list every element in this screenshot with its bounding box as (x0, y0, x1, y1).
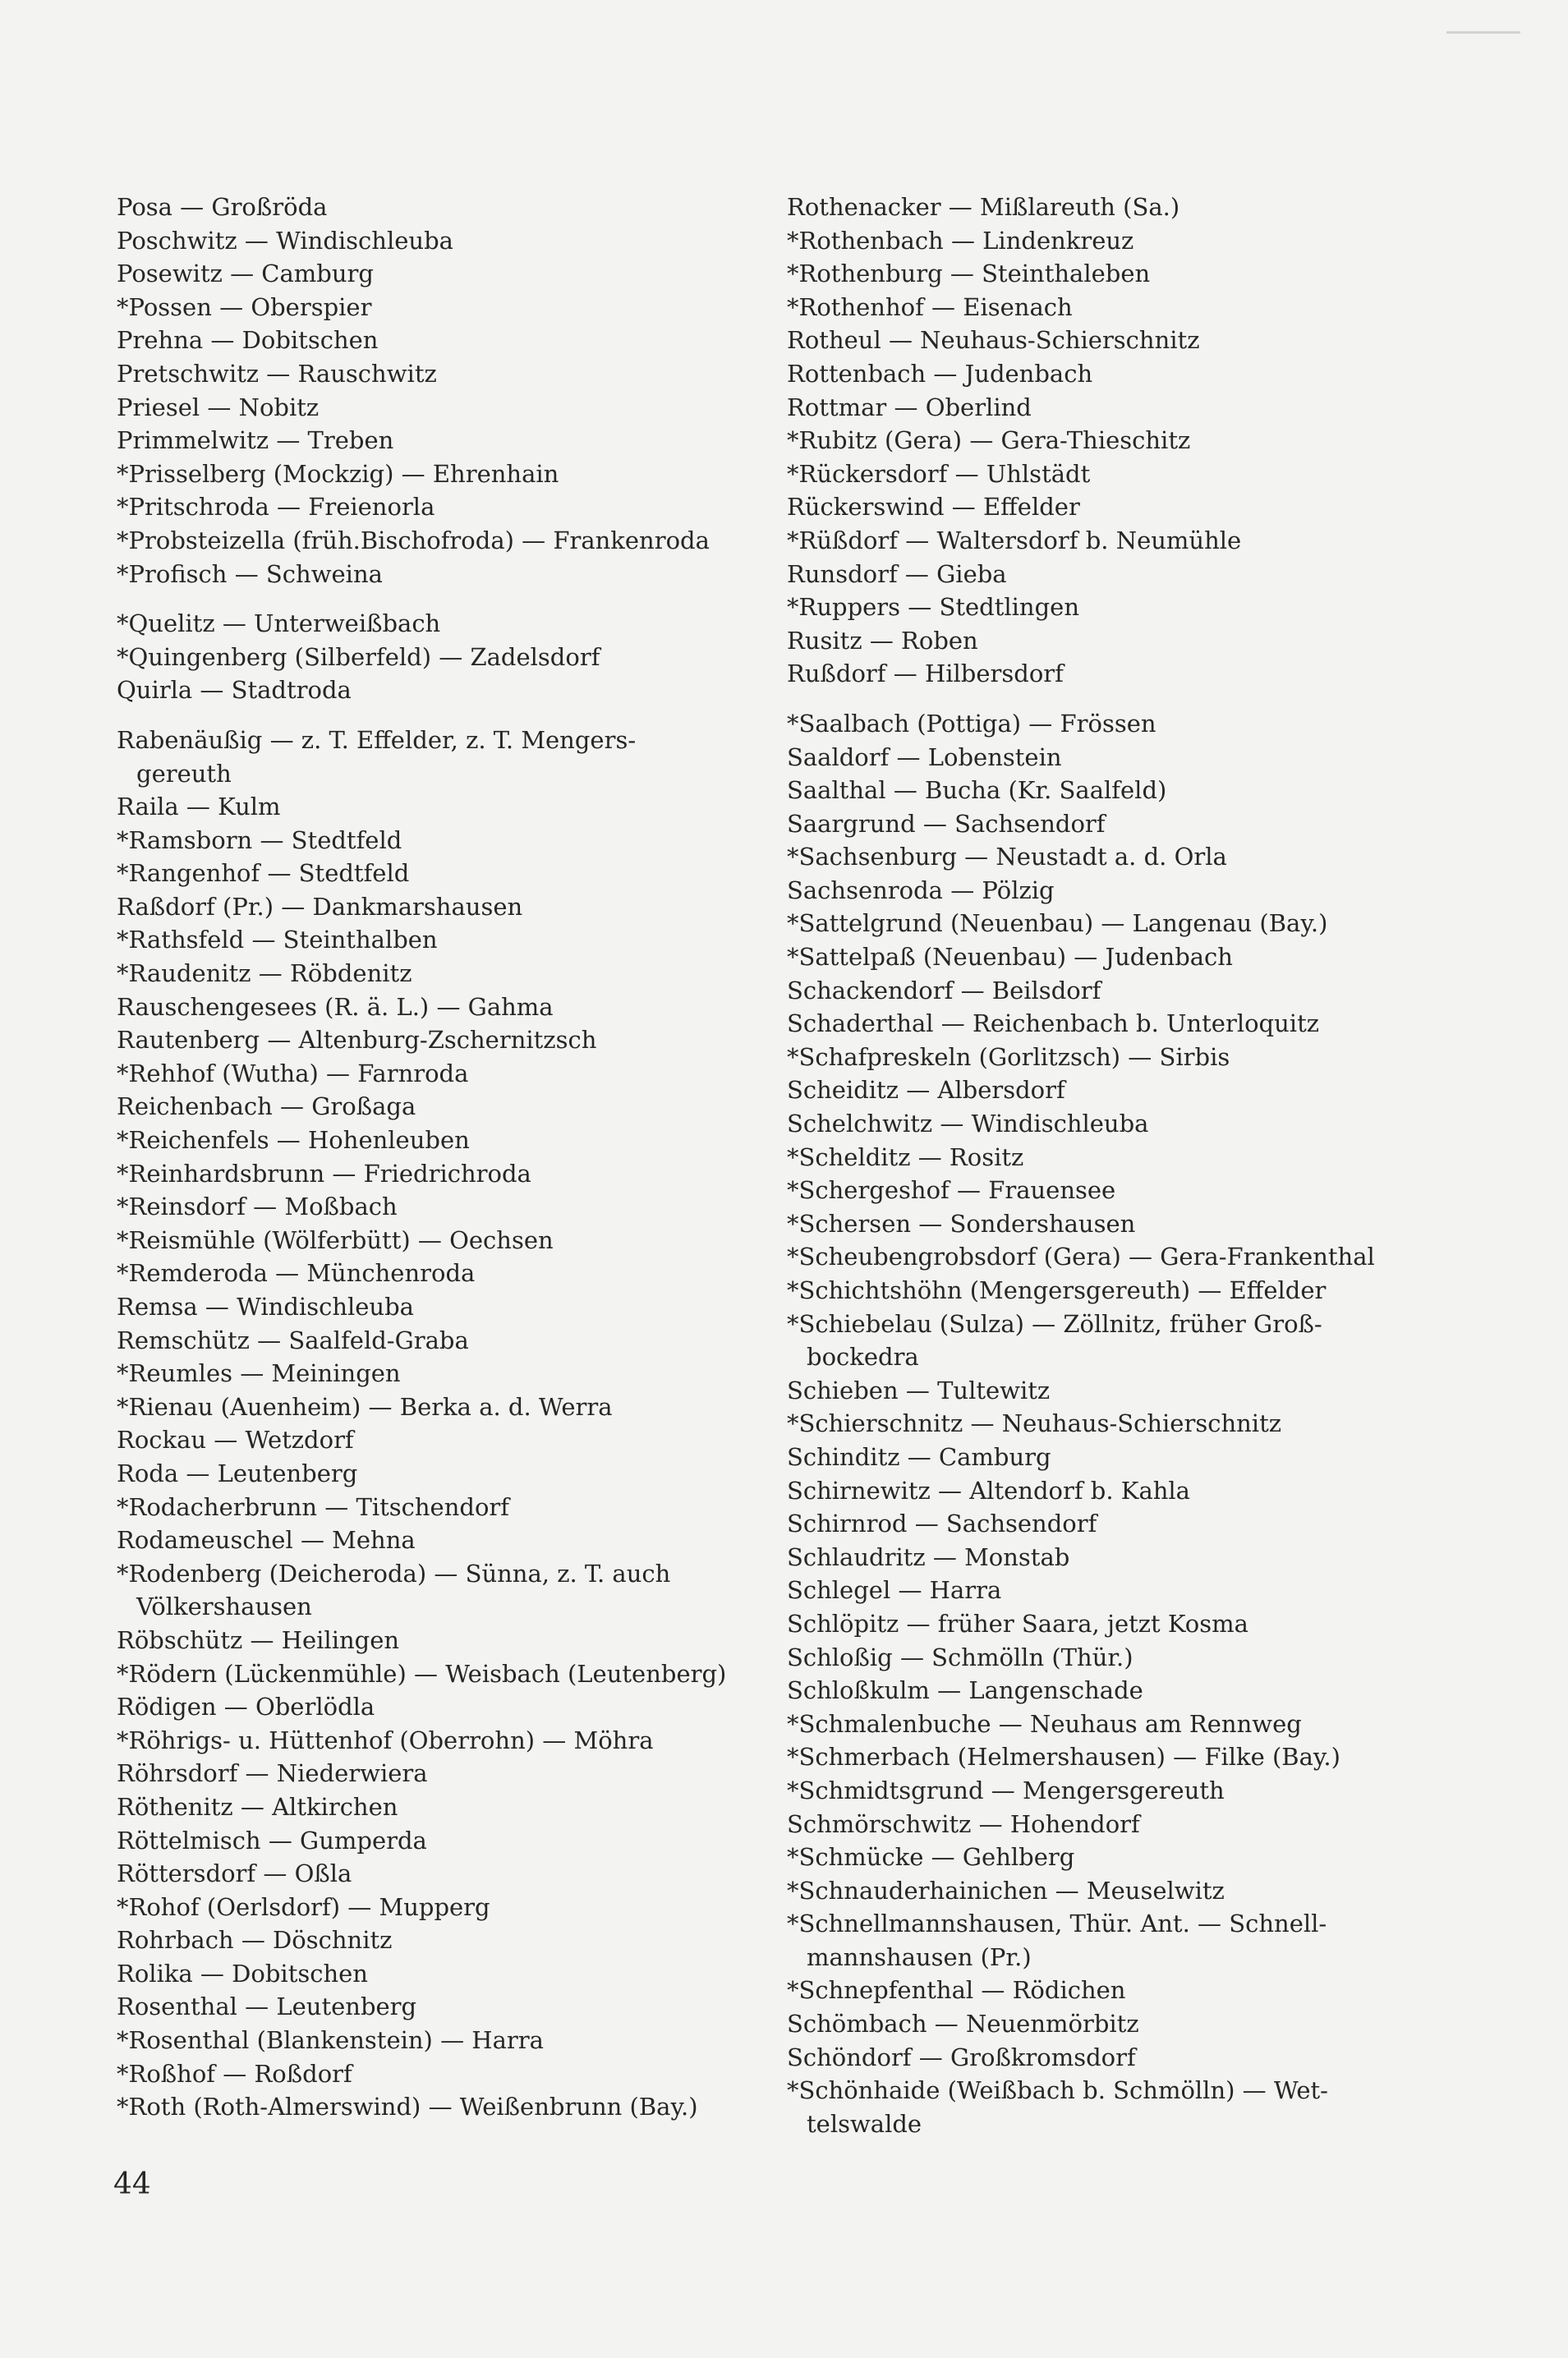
place-entry-continuation: telswalde (807, 2109, 922, 2138)
place-entry: *Reismühle (Wölferbütt) — Oechsen (117, 1225, 554, 1254)
place-entry: *Schafpreskeln (Gorlitzsch) — Sirbis (787, 1042, 1230, 1071)
place-entry: *Rückersdorf — Uhlstädt (787, 459, 1091, 488)
place-entry: Rolika — Dobitschen (117, 1959, 368, 1988)
place-entry: Röttersdorf — Oßla (117, 1859, 352, 1888)
place-entry: Scheiditz — Albersdorf (787, 1076, 1065, 1105)
place-entry: *Schelditz — Rositz (787, 1142, 1024, 1171)
place-entry: *Sachsenburg — Neustadt a. d. Orla (787, 843, 1227, 871)
place-entry: Raila — Kulm (117, 793, 281, 821)
place-entry: Rosenthal — Leutenberg (117, 1993, 417, 2021)
place-entry: Rodameuschel — Mehna (117, 1526, 416, 1555)
place-entry: Rotheul — Neuhaus-Schierschnitz (787, 326, 1200, 355)
place-entry: Schlegel — Harra (787, 1576, 1002, 1605)
place-entry: Rauschengesees (R. ä. L.) — Gahma (117, 992, 554, 1021)
place-entry: *Sattelgrund (Neuenbau) — Langenau (Bay.) (787, 909, 1328, 938)
place-entry: *Schergeshof — Frauensee (787, 1176, 1116, 1205)
place-entry: *Raudenitz — Röbdenitz (117, 959, 412, 988)
place-entry: Rottmar — Oberlind (787, 393, 1032, 421)
place-entry: Saargrund — Sachsendorf (787, 809, 1106, 838)
place-entry: Quirla — Stadtroda (117, 676, 352, 705)
place-entry: *Roßhof — Roßdorf (117, 2059, 352, 2088)
place-entry: *Rienau (Auenheim) — Berka a. d. Werra (117, 1392, 613, 1421)
place-entry: *Schiebelau (Sulza) — Zöllnitz, früher Groß- (787, 1309, 1322, 1338)
place-entry: *Reinhardsbrunn — Friedrichroda (117, 1159, 531, 1188)
place-entry: Schloßig — Schmölln (Thür.) (787, 1643, 1133, 1671)
place-entry: Rottenbach — Judenbach (787, 359, 1093, 388)
place-entry: Posewitz — Camburg (117, 260, 374, 288)
place-entry: Rusitz — Roben (787, 626, 978, 655)
place-entry: *Quingenberg (Silberfeld) — Zadelsdorf (117, 642, 600, 671)
place-entry: *Possen — Oberspier (117, 292, 372, 321)
place-entry: *Schierschnitz — Neuhaus-Schierschnitz (787, 1409, 1282, 1438)
place-entry: Röhrsdorf — Niederwiera (117, 1759, 428, 1788)
place-entry: Rautenberg — Altenburg-Zschernitzsch (117, 1026, 597, 1055)
place-entry: *Rosenthal (Blankenstein) — Harra (117, 2026, 544, 2055)
place-entry: *Rohof (Oerlsdorf) — Mupperg (117, 1892, 490, 1921)
place-entry: *Rodacherbrunn — Titschendorf (117, 1492, 510, 1521)
place-entry: Raßdorf (Pr.) — Dankmarshausen (117, 892, 523, 921)
place-entry: Posa — Großröda (117, 193, 328, 221)
place-entry: Röbschütz — Heilingen (117, 1625, 400, 1654)
place-entry: *Remderoda — Münchenroda (117, 1259, 476, 1288)
place-entry: Rohrbach — Döschnitz (117, 1926, 393, 1955)
place-entry: Prehna — Dobitschen (117, 326, 379, 355)
place-entry: *Rathsfeld — Steinthalben (117, 926, 438, 954)
place-entry: Schömbach — Neuenmörbitz (787, 2010, 1139, 2039)
place-entry: Roda — Leutenberg (117, 1459, 358, 1487)
place-entry: *Profisch — Schweina (117, 559, 383, 588)
place-entry: Schackendorf — Beilsdorf (787, 976, 1101, 1004)
place-entry: Schirnewitz — Altendorf b. Kahla (787, 1476, 1190, 1505)
place-entry: *Saalbach (Pottiga) — Frössen (787, 709, 1156, 738)
place-entry: *Schönhaide (Weißbach b. Schmölln) — Wet- (787, 2076, 1328, 2105)
place-entry: Saalthal — Bucha (Kr. Saalfeld) (787, 776, 1167, 805)
place-entry: Schlöpitz — früher Saara, jetzt Kosma (787, 1609, 1248, 1638)
place-entry: *Rothenhof — Eisenach (787, 292, 1073, 321)
place-entry: *Probsteizella (früh.Bischofroda) — Frankenroda (117, 526, 710, 554)
place-entry: Schaderthal — Reichenbach b. Unterloquitz (787, 1009, 1319, 1038)
place-entry: *Schichtshöhn (Mengersgereuth) — Effelder (787, 1276, 1327, 1304)
place-entry: Sachsenroda — Pölzig (787, 876, 1055, 904)
place-entry: *Ramsborn — Stedtfeld (117, 825, 402, 854)
page-number: 44 (113, 2167, 151, 2201)
place-entry: *Scheubengrobsdorf (Gera) — Gera-Frankenthal (787, 1243, 1375, 1271)
place-entry: *Rehhof (Wutha) — Farnroda (117, 1059, 469, 1087)
place-entry: Rabenäußig — z. T. Effelder, z. T. Mengers- (117, 725, 637, 754)
place-entry: Priesel — Nobitz (117, 393, 320, 421)
place-entry: Röttelmisch — Gumperda (117, 1826, 427, 1855)
place-entry: Schmörschwitz — Hohendorf (787, 1809, 1140, 1838)
place-entry: *Schmerbach (Helmershausen) — Filke (Bay.) (787, 1743, 1340, 1772)
place-entry: *Ruppers — Stedtlingen (787, 593, 1080, 622)
place-entry-continuation: Völkershausen (136, 1593, 312, 1621)
place-entry: *Schnauderhainichen — Meuselwitz (787, 1876, 1225, 1905)
place-entry: Rußdorf — Hilbersdorf (787, 660, 1064, 688)
place-entry: Primmelwitz — Treben (117, 426, 394, 455)
place-entry: Rückerswind — Effelder (787, 493, 1080, 522)
place-entry: *Reichenfels — Hohenleuben (117, 1126, 470, 1155)
place-entry: Schöndorf — Großkromsdorf (787, 2043, 1136, 2071)
place-entry: Schloßkulm — Langenschade (787, 1676, 1143, 1705)
place-entry: *Rothenburg — Steinthaleben (787, 260, 1151, 288)
place-entry: *Rubitz (Gera) — Gera-Thieschitz (787, 426, 1191, 455)
place-entry: *Röhrigs- u. Hüttenhof (Oberrohn) — Möhra (117, 1726, 654, 1754)
place-entry: *Schmalenbuche — Neuhaus am Rennweg (787, 1709, 1302, 1738)
place-entry: *Sattelpaß (Neuenbau) — Judenbach (787, 943, 1233, 972)
place-entry: Poschwitz — Windischleuba (117, 226, 453, 255)
right-column (787, 191, 1485, 2140)
place-entry: *Rüßdorf — Waltersdorf b. Neumühle (787, 526, 1242, 554)
place-entry: *Prisselberg (Mockzig) — Ehrenhain (117, 459, 559, 488)
place-entry: Schlaudritz — Monstab (787, 1542, 1070, 1571)
place-entry: Schelchwitz — Windischleuba (787, 1110, 1149, 1138)
place-entry: Rothenacker — Mißlareuth (Sa.) (787, 193, 1180, 221)
place-entry: *Rodenberg (Deicheroda) — Sünna, z. T. auch (117, 1559, 671, 1588)
place-entry: Schieben — Tultewitz (787, 1376, 1051, 1404)
place-entry-continuation: mannshausen (Pr.) (807, 1942, 1032, 1971)
place-entry: *Schmücke — Gehlberg (787, 1843, 1075, 1872)
place-entry: Pretschwitz — Rauschwitz (117, 359, 437, 388)
place-entry: Rödigen — Oberlödla (117, 1693, 375, 1721)
place-entry: *Schersen — Sondershausen (787, 1209, 1136, 1238)
place-entry: Röthenitz — Altkirchen (117, 1792, 398, 1821)
place-entry: *Schnellmannshausen, Thür. Ant. — Schnell- (787, 1910, 1327, 1938)
place-entry: Runsdorf — Gieba (787, 559, 1007, 588)
place-entry: Schirnrod — Sachsendorf (787, 1510, 1097, 1538)
place-entry: *Reumles — Meiningen (117, 1359, 401, 1388)
place-entry: *Rothenbach — Lindenkreuz (787, 226, 1134, 255)
place-entry: Remsa — Windischleuba (117, 1293, 414, 1321)
place-entry: Schinditz — Camburg (787, 1442, 1051, 1471)
place-entry-continuation: gereuth (136, 759, 232, 788)
place-entry: Reichenbach — Großaga (117, 1092, 416, 1121)
scan-edge-mark (1446, 31, 1520, 34)
place-entry: *Schmidtsgrund — Mengersgereuth (787, 1776, 1225, 1804)
place-entry: Rockau — Wetzdorf (117, 1426, 354, 1455)
place-entry: Remschütz — Saalfeld-Graba (117, 1326, 469, 1354)
place-entry: *Roth (Roth-Almerswind) — Weißenbrunn (Bay.) (117, 2093, 698, 2121)
place-entry: *Pritschroda — Freienorla (117, 493, 435, 522)
place-entry: *Reinsdorf — Moßbach (117, 1193, 398, 1221)
place-entry: *Rangenhof — Stedtfeld (117, 859, 410, 888)
place-entry-continuation: bockedra (807, 1343, 919, 1372)
left-column (117, 191, 766, 2124)
place-entry: *Rödern (Lückenmühle) — Weisbach (Leutenberg) (117, 1659, 727, 1688)
place-entry: Saaldorf — Lobenstein (787, 742, 1062, 771)
place-entry: *Quelitz — Unterweißbach (117, 609, 441, 638)
place-entry: *Schnepfenthal — Rödichen (787, 1976, 1126, 2005)
